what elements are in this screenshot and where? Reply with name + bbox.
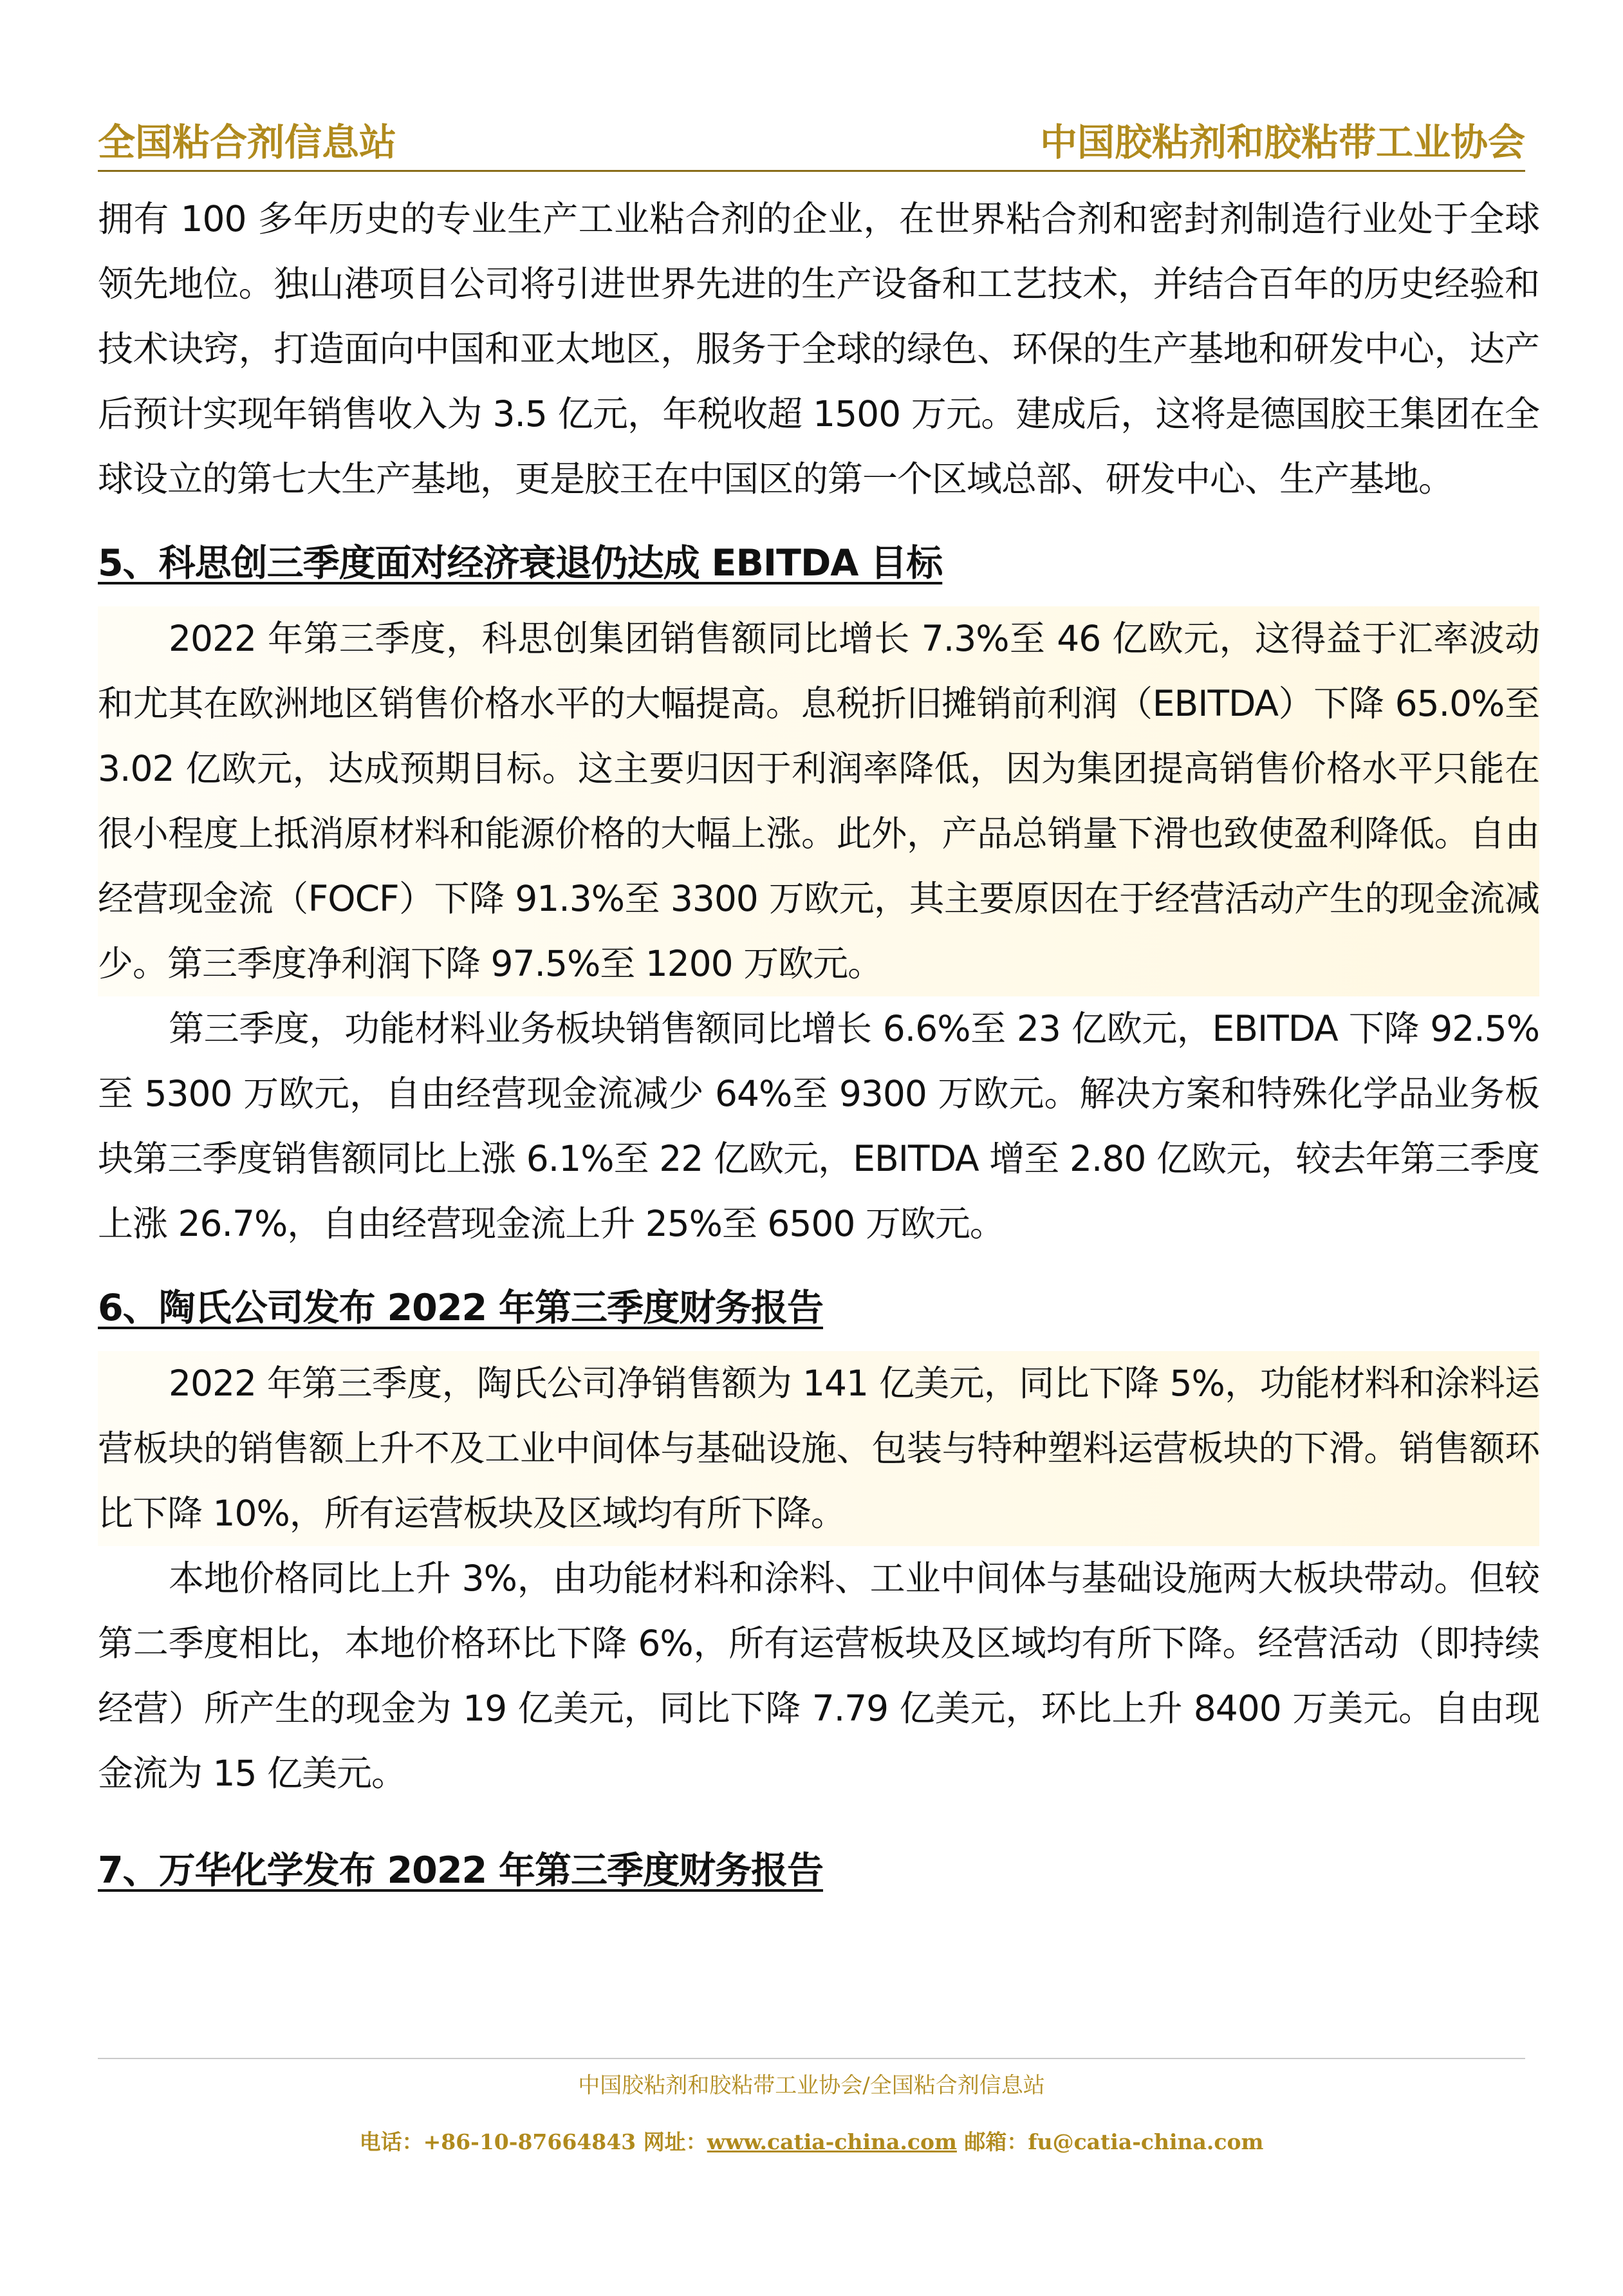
article-body [98, 187, 1539, 1903]
section-5-paragraph-1: 2022 年第三季度，科思创集团销售额同比增长 7.3%至 46 亿欧元，这得益于汇率波动和尤其在欧洲地区销售价格水平的大幅提高。息税折旧摊销前利润（EBITDA）下降 65.0%至 3.02 亿欧元，达成预期目标。这主要归因于利润率降低，因为集团提高销售价格水平只能在很小程度上抵消原材料和能源价格的大幅上涨。此外，产品总销量下滑也致使盈利降低。自由经营现金流（FOCF）下降 91.3%至 3300 万欧元，其主要原因在于经营活动产生的现金流减少。第三季度净利润下降 97.5%至 1200 万欧元。 [98, 606, 1539, 996]
footer-phone-label: 电话： [359, 2129, 423, 2154]
section-6-paragraph-2: 本地价格同比上升 3%，由功能材料和涂料、工业中间体与基础设施两大板块带动。但较第二季度相比，本地价格环比下降 6%，所有运营板块及区域均有所下降。经营活动（即持续经营）所产生的现金为 19 亿美元，同比下降 7.79 亿美元，环比上升 8400 万美元。自由现金流为 15 亿美元。 [98, 1558, 1539, 1794]
intro-paragraph: 拥有 100 多年历史的专业生产工业粘合剂的企业，在世界粘合剂和密封剂制造行业处于全球领先地位。独山港项目公司将引进世界先进的生产设备和工艺技术，并结合百年的历史经验和技术诀窍，打造面向中国和亚太地区，服务于全球的绿色、环保的生产基地和研发中心，达产后预计实现年销售收入为 3.5 亿元，年税收超 1500 万元。建成后，这将是德国胶王集团在全球设立的第七大生产基地，更是胶王在中国区的第一个区域总部、研发中心、生产基地。 [98, 198, 1539, 499]
section-6-heading: 6、陶氏公司发布 2022 年第三季度财务报告 [98, 1287, 823, 1329]
footer-web-label: 网址： [643, 2129, 707, 2154]
page-header [98, 108, 1525, 172]
footer-org-line: 中国胶粘剂和胶粘带工业协会/全国粘合剂信息站 [578, 2073, 1045, 2098]
section-5-paragraph-2: 第三季度，功能材料业务板块销售额同比增长 6.6%至 23 亿欧元，EBITDA 下降 92.5%至 5300 万欧元，自由经营现金流减少 64%至 9300 万欧元。解决方案和特殊化学品业务板块第三季度销售额同比上涨 6.1%至 22 亿欧元，EBITDA 增至 2.80 亿欧元，较去年第三季度上涨 26.7%，自由经营现金流上升 25%至 6500 万欧元。 [98, 1008, 1539, 1244]
footer-email-label: 邮箱： [964, 2129, 1028, 2154]
page-footer [0, 2063, 1623, 2165]
footer-email: fu@catia-china.com [1028, 2129, 1264, 2154]
footer-divider [98, 2058, 1525, 2059]
footer-contact-line [0, 2120, 1623, 2165]
section-7-heading: 7、万华化学发布 2022 年第三季度财务报告 [98, 1849, 823, 1892]
section-5-heading: 5、科思创三季度面对经济衰退仍达成 EBITDA 目标 [98, 542, 943, 584]
footer-phone: +86-10-87664843 [423, 2129, 636, 2154]
footer-website-link[interactable]: www.catia-china.com [707, 2129, 957, 2154]
header-right-title: 中国胶粘剂和胶粘带工业协会 [1039, 120, 1525, 164]
section-6-paragraph-1: 2022 年第三季度，陶氏公司净销售额为 141 亿美元，同比下降 5%，功能材料和涂料运营板块的销售额上升不及工业中间体与基础设施、包装与特种塑料运营板块的下滑。销售额环比下降 10%，所有运营板块及区域均有所下降。 [98, 1351, 1539, 1546]
header-left-title: 全国粘合剂信息站 [98, 120, 397, 164]
